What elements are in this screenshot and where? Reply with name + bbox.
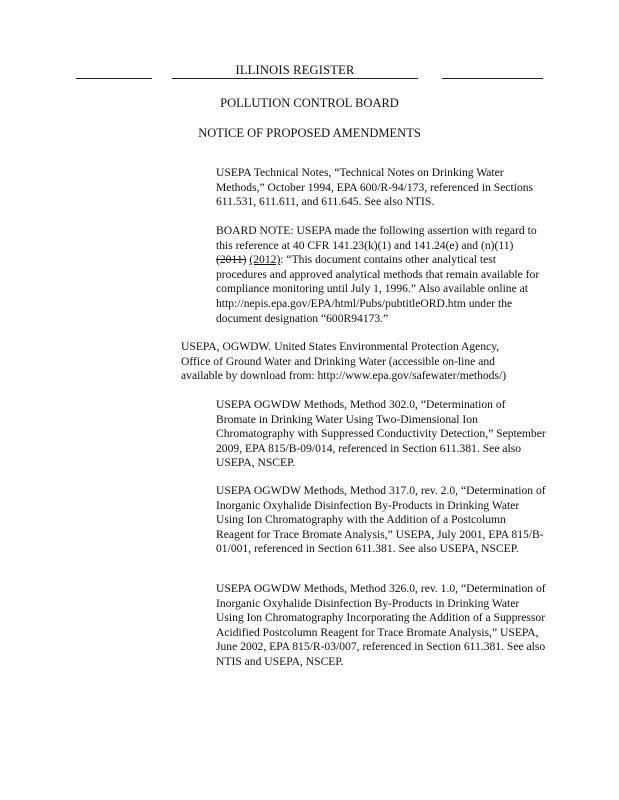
header-rule-right bbox=[442, 78, 543, 79]
reference-tech-notes bbox=[216, 166, 546, 210]
board-note-part-b: : “This document contains other analytical test procedures and approved analytical methods that remain available for compliance monitoring until July 1, 1996.” Also available online at http://nepis.epa.gov/EPA/html/Pubs/pubtitleORD.htm under the document designation “600R94173.” bbox=[216, 253, 540, 325]
reference-method-317 bbox=[216, 484, 546, 557]
header-rule-center bbox=[172, 78, 418, 79]
board-note-text bbox=[216, 224, 546, 326]
reference-method-302 bbox=[216, 398, 546, 471]
added-year: (2012) bbox=[249, 253, 281, 267]
board-note bbox=[216, 224, 546, 326]
reference-text: USEPA, OGWDW. United States Environmental Protection Agency, Office of Ground Water and Drinking Water (accessible on-line and available by download from: http://www.epa.gov/safewater/methods/) bbox=[181, 340, 507, 383]
reference-text: USEPA OGWDW Methods, Method 317.0, rev. 2.0, “Determination of Inorganic Oxyhalide Disinfection By-Products in Drinking Water Using Ion Chromatography with the Addition of a Postcolumn Reagent for Trace Bromate Analysis,” USEPA, July 2001, EPA 815/B-01/001, referenced in Section 611.381. See also USEPA, NSCEP. bbox=[216, 484, 546, 556]
reference-text: USEPA Technical Notes, “Technical Notes on Drinking Water Methods,” October 1994, EPA 600/R-94/173, referenced in Sections 611.531, 611.611, and 611.645. See also NTIS. bbox=[216, 166, 534, 209]
board-note-part-a: BOARD NOTE: USEPA made the following assertion with regard to this reference at 40 CFR 141.23(k)(1) and 141.24(e) and (n)(11) bbox=[216, 224, 537, 252]
struck-year: (2011) bbox=[216, 253, 247, 267]
header-rule-left bbox=[76, 78, 152, 79]
notice-title: NOTICE OF PROPOSED AMENDMENTS bbox=[198, 126, 421, 140]
reference-ogwdw bbox=[181, 340, 526, 384]
register-title: ILLINOIS REGISTER bbox=[235, 63, 355, 77]
reference-method-326 bbox=[216, 582, 546, 670]
reference-text: USEPA OGWDW Methods, Method 302.0, “Determination of Bromate in Drinking Water Using Two-Dimensional Ion Chromatography with Suppressed Conductivity Detection,” September 2009, EPA 815/B-09/014, referenced in Section 611.381. See also USEPA, NSCEP. bbox=[216, 398, 546, 470]
reference-text: USEPA OGWDW Methods, Method 326.0, rev. 1.0, “Determination of Inorganic Oxyhalide Disinfection By-Products in Drinking Water Using Ion Chromatography Incorporating the Addition of a Suppressor Acidified Postcolumn Reagent for Trace Bromate Analysis,” USEPA, June 2002, EPA 815/R-03/007, referenced in Section 611.381. See also NTIS and USEPA, NSCEP. bbox=[216, 582, 546, 668]
board-name: POLLUTION CONTROL BOARD bbox=[220, 96, 399, 110]
